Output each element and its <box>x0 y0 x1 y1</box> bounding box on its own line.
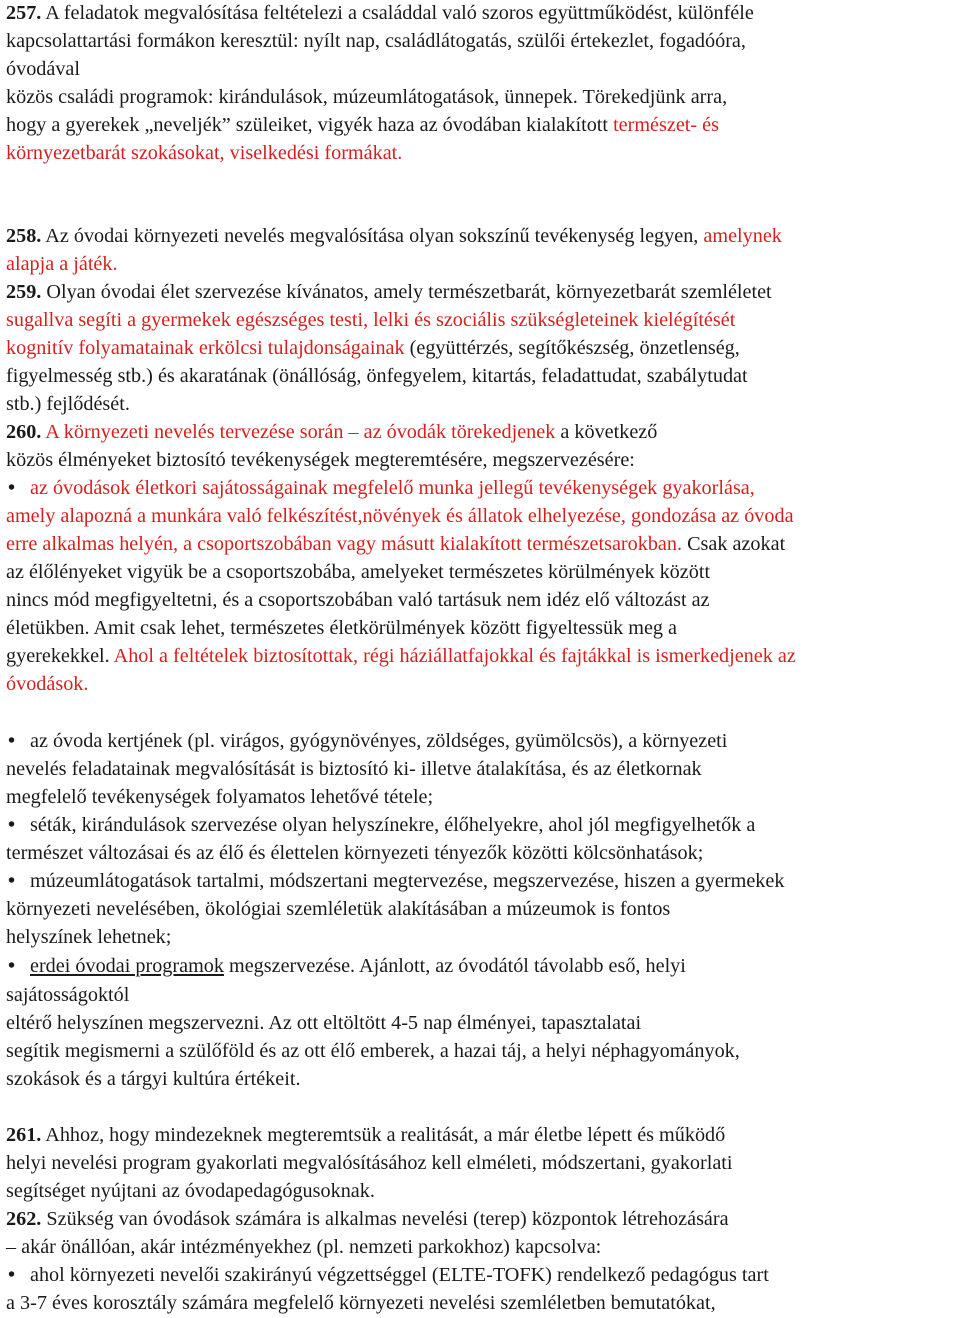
text-line: 262. Szükség van óvodások számára is alkalmas nevelési (terep) központok létrehozására <box>6 1208 729 1230</box>
text-line: óvodások. <box>6 673 89 695</box>
paragraph-number: 259. <box>6 281 42 303</box>
bullet-icon: • <box>8 730 16 752</box>
text-line: 258. Az óvodai környezeti nevelés megvalósítása olyan sokszínű tevékenység legyen, amelynek <box>6 225 782 247</box>
bullet-icon: • <box>8 955 16 977</box>
text-line: – akár önállóan, akár intézményekhez (pl. nemzeti parkokhoz) kapcsolva: <box>6 1236 602 1258</box>
paragraph-number: 261. <box>6 1124 42 1146</box>
text-line: helyi nevelési program gyakorlati megvalósításához kell elméleti, módszertani, gyakorlati <box>6 1152 733 1174</box>
text-line: nincs mód megfigyeltetni, és a csoportszobában való tartásuk nem idéz elő változást az <box>6 589 710 611</box>
text-line: környezetbarát szokásokat, viselkedési formákat. <box>6 142 403 164</box>
bullet-item: • séták, kirándulások szervezése olyan helyszínekre, élőhelyekre, ahol jól megfigyelhetők a <box>8 811 755 839</box>
bullet-item: • az óvoda kertjének (pl. virágos, gyógynövényes, zöldséges, gyümölcsös), a környezeti <box>8 727 727 755</box>
text-line: 259. Olyan óvodai élet szervezése kívánatos, amely természetbarát, környezetbarát szemléletet <box>6 281 772 303</box>
text-line: kapcsolattartási formákon keresztül: nyílt nap, családlátogatás, szülői értekezlet, fogadóóra, <box>6 30 746 52</box>
bullet-item: • az óvodások életkori sajátosságainak megfelelő munka jellegű tevékenységek gyakorlása, <box>8 474 755 502</box>
text-line: gyerekekkel. Ahol a feltételek biztosítottak, régi háziállatfajokkal és fajtákkal is ismerkedjenek az <box>6 645 796 667</box>
bullet-icon: • <box>8 477 16 499</box>
text-line: óvodával <box>6 58 80 80</box>
text-line: helyszínek lehetnek; <box>6 926 172 948</box>
text-line: 260. A környezeti nevelés tervezése során – az óvodák törekedjenek a következő <box>6 421 658 443</box>
text-line: amely alapozná a munkára való felkészítést,növények és állatok elhelyezése, gondozása az óvoda <box>6 505 794 527</box>
text-line: nevelés feladatainak megvalósítását is biztosító ki- illetve átalakítása, és az életkornak <box>6 758 702 780</box>
text-line: stb.) fejlődését. <box>6 393 130 415</box>
text-line: 261. Ahhoz, hogy mindezeknek megteremtsük a realitását, a már életbe lépett és működő <box>6 1124 726 1146</box>
text-line: erre alkalmas helyén, a csoportszobában vagy másutt kialakított természetsarokban. Csak azokat <box>6 533 786 555</box>
bullet-item: • ahol környezeti nevelői szakirányú végzettséggel (ELTE-TOFK) rendelkező pedagógus tart <box>8 1261 769 1289</box>
text-line: az élőlényeket vigyük be a csoportszobába, amelyeket természetes körülmények között <box>6 561 711 583</box>
text-line: természet változásai és az élő és élettelen környezeti tényezők közötti kölcsönhatások; <box>6 842 704 864</box>
link-text: erdei óvodai programok <box>30 955 224 977</box>
text-line: sajátosságoktól <box>6 984 130 1006</box>
text-line: közös családi programok: kirándulások, múzeumlátogatások, ünnepek. Törekedjünk arra, <box>6 86 728 108</box>
paragraph-number: 262. <box>6 1208 42 1230</box>
paragraph-number: 260. <box>6 421 42 443</box>
text-line: sugallva segíti a gyermekek egészséges testi, lelki és szociális szükségleteinek kielégítését <box>6 309 736 331</box>
text-line: környezeti nevelésében, ökológiai szemléletük alakításában a múzeumok is fontos <box>6 898 671 920</box>
text-line: hogy a gyerekek „neveljék” szüleiket, vigyék haza az óvodában kialakított természet- és <box>6 114 719 136</box>
text-line: közös élményeket biztosító tevékenységek megteremtésére, megszervezésére: <box>6 449 635 471</box>
bullet-item: • múzeumlátogatások tartalmi, módszertani megtervezése, megszervezése, hiszen a gyermekek <box>8 867 784 895</box>
paragraph-number: 257. <box>6 2 42 24</box>
text-line: eltérő helyszínen megszervezni. Az ott eltöltött 4-5 nap élményei, tapasztalatai <box>6 1012 642 1034</box>
text-line: segítséget nyújtani az óvodapedagógusoknak. <box>6 1180 375 1202</box>
text-line: segítik megismerni a szülőföld és az ott élő emberek, a hazai táj, a helyi néphagyományok, <box>6 1040 740 1062</box>
text-line: életükben. Amit csak lehet, természetes életkörülmények között figyeltessük meg a <box>6 617 678 639</box>
text-line: alapja a játék. <box>6 253 118 275</box>
text-line: figyelmesség stb.) és akaratának (önállóság, önfegyelem, kitartás, feladattudat, szabálytudat <box>6 365 748 387</box>
bullet-item: • erdei óvodai programok megszervezése. Ajánlott, az óvodától távolabb eső, helyi <box>8 952 686 980</box>
text-line: kognitív folyamatainak erkölcsi tulajdonságainak (együttérzés, segítőkészség, önzetlenség, <box>6 337 740 359</box>
text-line: a 3-7 éves korosztály számára megfelelő környezeti nevelési szemléletben bemutatókat, <box>6 1292 716 1314</box>
text-line: megfelelő tevékenységek folyamatos lehetővé tétele; <box>6 786 434 808</box>
text-line: 257. A feladatok megvalósítása feltételezi a családdal való szoros együttműködést, különféle <box>6 2 754 24</box>
bullet-icon: • <box>8 814 16 836</box>
paragraph-number: 258. <box>6 225 42 247</box>
text-line: szokások és a tárgyi kultúra értékeit. <box>6 1068 301 1090</box>
bullet-icon: • <box>8 1264 16 1286</box>
bullet-icon: • <box>8 870 16 892</box>
